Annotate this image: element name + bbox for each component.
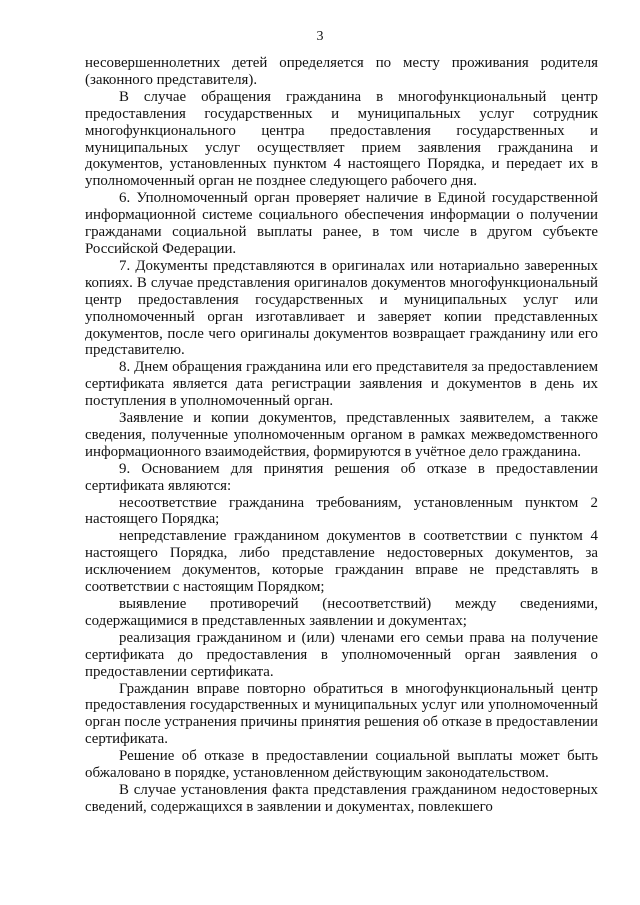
paragraph-false-info: В случае установления факта представления гражданином недостоверных сведений, содержащихся в заявлении и документах, повлекшего: [85, 781, 598, 815]
paragraph-continuation: несовершеннолетних детей определяется по месту проживания родителя (законного представителя).: [85, 55, 598, 88]
paragraph-appeal: Решение об отказе в предоставлении социальной выплаты может быть обжаловано в порядке, установленном действующим законодательством.: [85, 748, 598, 782]
paragraph-case-file: Заявление и копии документов, представленных заявителем, а также сведения, полученные уполномоченным органом в рамках межведомственного информационного взаимодействия, формируются в учётное дело гражданина.: [85, 410, 598, 460]
document-body: [85, 55, 598, 816]
page-number: 3: [316, 29, 324, 44]
refusal-ground-1: несоответствие гражданина требованиям, установленным пунктом 2 настоящего Порядка;: [85, 494, 598, 528]
paragraph-item-7: 7. Документы представляются в оригиналах или нотариально заверенных копиях. В случае представления оригиналов документов многофункциональный центр предоставления государственных и муниципальных услуг или уполномоченный орган изготавливает и заверяет копии представленных документов, после чего оригиналы документов возвращает гражданину или его представителю.: [85, 257, 598, 359]
paragraph-item-8: 8. Днем обращения гражданина или его представителя за предоставлением сертификата является дата регистрации заявления и документов в день их поступления в уполномоченный орган.: [85, 359, 598, 410]
paragraph-item-9: 9. Основанием для принятия решения об отказе в предоставлении сертификата являются:: [85, 460, 598, 494]
paragraph-mfc-reception: В случае обращения гражданина в многофункциональный центр предоставления государственных и муниципальных услуг сотрудник многофункционального центра предоставления государственных и муниципальных услуг осуществляет прием заявления гражданина и документов, установленных пунктом 4 настоящего Порядка, и передает их в уполномоченный орган не позднее следующего рабочего дня.: [85, 88, 598, 190]
refusal-ground-4: реализация гражданином и (или) членами его семьи права на получение сертификата до предоставления в уполномоченный орган заявления о предоставлении сертификата.: [85, 629, 598, 680]
paragraph-reapply: Гражданин вправе повторно обратиться в многофункциональный центр предоставления государственных и муниципальных услуг или уполномоченный орган после устранения причины принятия решения об отказе в предоставлении сертификата.: [85, 680, 598, 748]
paragraph-item-6: 6. Уполномоченный орган проверяет наличие в Единой государственной информационной системе социального обеспечения информации о получении гражданами социальной выплаты ранее, в том числе в другом субъекте Российской Федерации.: [85, 190, 598, 257]
refusal-ground-3: выявление противоречий (несоответствий) между сведениями, содержащимися в представленных заявлении и документах;: [85, 596, 598, 629]
refusal-ground-2: непредставление гражданином документов в соответствии с пунктом 4 настоящего Порядка, либо представление недостоверных документов, за исключением документов, которые гражданин вправе не представлять в соответствии с настоящим Порядком;: [85, 528, 598, 596]
